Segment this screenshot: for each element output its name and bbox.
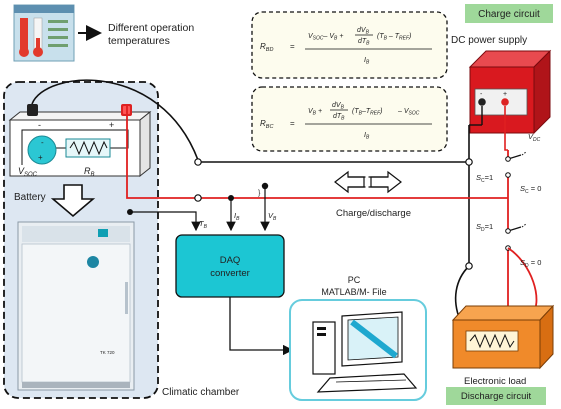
svg-text:VSOC– VB +: $V_{SOC}-$ $V_B$ + [308,33,344,42]
daq-converter-box [176,235,284,297]
svg-text:– VSOC: – $V_{SOC}$ [398,108,420,117]
svg-text:dTB: $dT_B$ [333,113,345,122]
electronic-load [453,306,553,368]
sc1-label: $S_C=1$ [476,173,494,184]
vsoc-plus: + [38,153,43,162]
operation-temps-label-line1: Different operation [108,22,195,34]
battery-negative-terminal [27,104,38,116]
svg-text:dTB: $dT_B$ [358,38,370,47]
computer-icon [313,312,416,392]
operation-temps-label-line2: temperatures [108,35,170,47]
sc0-label: $S_C = 0$ [520,184,542,195]
daq-to-pc-wire [230,297,292,350]
discharge-circuit-label: Discharge circuit [460,391,532,402]
daq-label-line1: DAQ [219,255,241,266]
climatic-chamber-label: Climatic chamber [162,387,240,398]
svg-text:(TB – TREF): $(T_B - T_{REF})$ [377,33,412,42]
rbd-equation-box [252,12,447,78]
rb-resistor-icon [66,139,110,157]
pc-label: PC [347,275,361,285]
sd1-label: $S_D=1$ [476,222,494,233]
charge-circuit-label: Charge circuit [478,9,540,20]
svg-text:RBD: $R_{BD}$ [260,42,274,53]
brace-symbol: } [258,190,261,197]
vsoc-label: $V_{SOC}$ [18,166,38,178]
battery-minus: - [38,120,41,130]
charge-discharge-arrow-icon [335,172,401,192]
matlab-label: MATLAB/M- File [321,287,387,297]
vdc-label: $V_{DC}$ [528,132,541,143]
tb-sensor-label: $T_B$ [199,219,207,230]
battery-label: Battery [14,192,46,203]
daq-label-line2: converter [210,268,250,279]
svg-text:VB +: $V_B$ + [308,108,323,117]
svg-text:RBC: $R_{BC}$ [260,119,274,130]
sd0-label: $S_D = 0$ [520,258,542,269]
psu-minus: - [480,91,483,98]
svg-text:dVB: $dV_B$ [332,102,344,111]
psu-plus: + [503,91,508,98]
rbc-equation-box [252,87,447,151]
rb-label: $R_B$ [84,166,95,178]
vb-sensor-label: $V_B$ [268,211,277,222]
svg-text:IB: $I_B$ [364,132,370,141]
ib-sensor-label: $I_B$ [234,211,240,222]
svg-text:(TB–TREF): $(T_B-T_{REF})$ [352,108,383,117]
svg-text:IB: $I_B$ [364,57,370,66]
vsoc-minus: - [41,138,44,147]
svg-text:=: = [290,42,295,51]
svg-text:dVB: $dV_B$ [357,27,369,36]
charge-discharge-label: Charge/discharge [336,208,411,219]
svg-text:=: = [290,119,295,128]
battery-plus: + [109,120,115,130]
climatic-chamber-unit [18,222,134,390]
electronic-load-label: Electronic load [464,376,527,387]
chamber-model-badge: TK 720 [100,350,115,355]
dc-power-supply-label: DC power supply [451,35,528,46]
temperature-screenshot [14,5,74,61]
